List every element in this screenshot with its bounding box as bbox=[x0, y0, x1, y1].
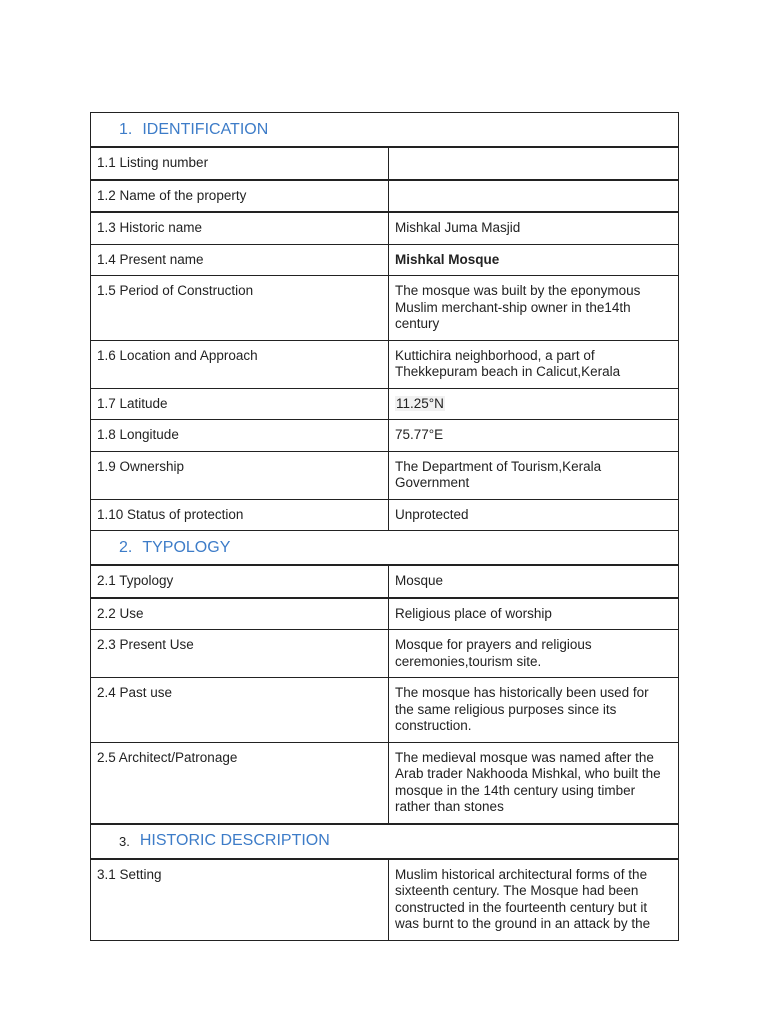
field-label: 1.9 Ownership bbox=[91, 451, 389, 499]
section-title: HISTORIC DESCRIPTION bbox=[139, 832, 330, 849]
section-number: 2. bbox=[119, 538, 133, 556]
table-row bbox=[91, 678, 679, 743]
section-heading-historic-description bbox=[90, 824, 679, 860]
field-value: Mosque for prayers and religious ceremonies,tourism site. bbox=[389, 630, 679, 678]
table-row bbox=[91, 340, 679, 388]
table-row bbox=[91, 244, 679, 276]
field-label: 2.4 Past use bbox=[91, 678, 389, 743]
table-row bbox=[91, 451, 679, 499]
table-row bbox=[91, 212, 679, 244]
field-value bbox=[389, 148, 679, 180]
typology-table bbox=[90, 565, 679, 825]
table-row bbox=[91, 630, 679, 678]
field-label: 2.5 Architect/Patronage bbox=[91, 742, 389, 824]
field-value: The medieval mosque was named after the Arab trader Nakhooda Mishkal, who built the mosque in the 14th century using timber rather than stones bbox=[389, 742, 679, 824]
field-label: 2.2 Use bbox=[91, 598, 389, 630]
field-label: 2.1 Typology bbox=[91, 566, 389, 598]
table-row bbox=[91, 566, 679, 598]
field-label: 1.2 Name of the property bbox=[91, 180, 389, 213]
field-label: 1.10 Status of protection bbox=[91, 499, 389, 531]
field-label: 1.7 Latitude bbox=[91, 388, 389, 420]
section-number: 1. bbox=[119, 120, 133, 138]
field-value: 11.25°N bbox=[396, 395, 444, 411]
field-value: Mosque bbox=[389, 566, 679, 598]
field-value bbox=[389, 180, 679, 213]
field-value: Unprotected bbox=[389, 499, 679, 531]
field-label: 1.5 Period of Construction bbox=[91, 276, 389, 341]
field-value: Mishkal Juma Masjid bbox=[389, 212, 679, 244]
field-value: Kuttichira neighborhood, a part of Thekkepuram beach in Calicut,Kerala bbox=[389, 340, 679, 388]
section-title: IDENTIFICATION bbox=[142, 120, 269, 138]
field-value: 75.77°E bbox=[389, 420, 679, 452]
historic-description-table bbox=[90, 859, 679, 941]
table-row bbox=[91, 598, 679, 630]
table-row bbox=[91, 276, 679, 341]
field-value: The mosque has historically been used for the same religious purposes since its construction. bbox=[389, 678, 679, 743]
table-row bbox=[91, 499, 679, 531]
table-row bbox=[91, 148, 679, 180]
table-row bbox=[91, 180, 679, 213]
table-row bbox=[91, 742, 679, 824]
section-number: 3. bbox=[119, 833, 130, 849]
field-label: 1.8 Longitude bbox=[91, 420, 389, 452]
field-label: 1.6 Location and Approach bbox=[91, 340, 389, 388]
field-value: Religious place of worship bbox=[389, 598, 679, 630]
field-value: Mishkal Mosque bbox=[389, 244, 679, 276]
field-label: 2.3 Present Use bbox=[91, 630, 389, 678]
identification-table bbox=[90, 147, 679, 531]
section-heading-typology bbox=[90, 530, 679, 566]
table-row bbox=[91, 388, 679, 420]
table-row bbox=[91, 859, 679, 940]
table-row bbox=[91, 420, 679, 452]
field-value-cell bbox=[389, 388, 679, 420]
section-heading-identification bbox=[90, 112, 679, 148]
field-value: The Department of Tourism,Kerala Government bbox=[389, 451, 679, 499]
field-label: 1.4 Present name bbox=[91, 244, 389, 276]
field-label: 1.3 Historic name bbox=[91, 212, 389, 244]
field-value: Muslim historical architectural forms of the sixteenth century. The Mosque had been constructed in the fourteenth century but it was burnt to the ground in an attack by the bbox=[389, 859, 679, 940]
field-value: The mosque was built by the eponymous Muslim merchant-ship owner in the14th century bbox=[389, 276, 679, 341]
heritage-listing-form bbox=[90, 112, 679, 941]
field-label: 1.1 Listing number bbox=[91, 148, 389, 180]
field-label: 3.1 Setting bbox=[91, 859, 389, 940]
section-title: TYPOLOGY bbox=[142, 538, 231, 556]
